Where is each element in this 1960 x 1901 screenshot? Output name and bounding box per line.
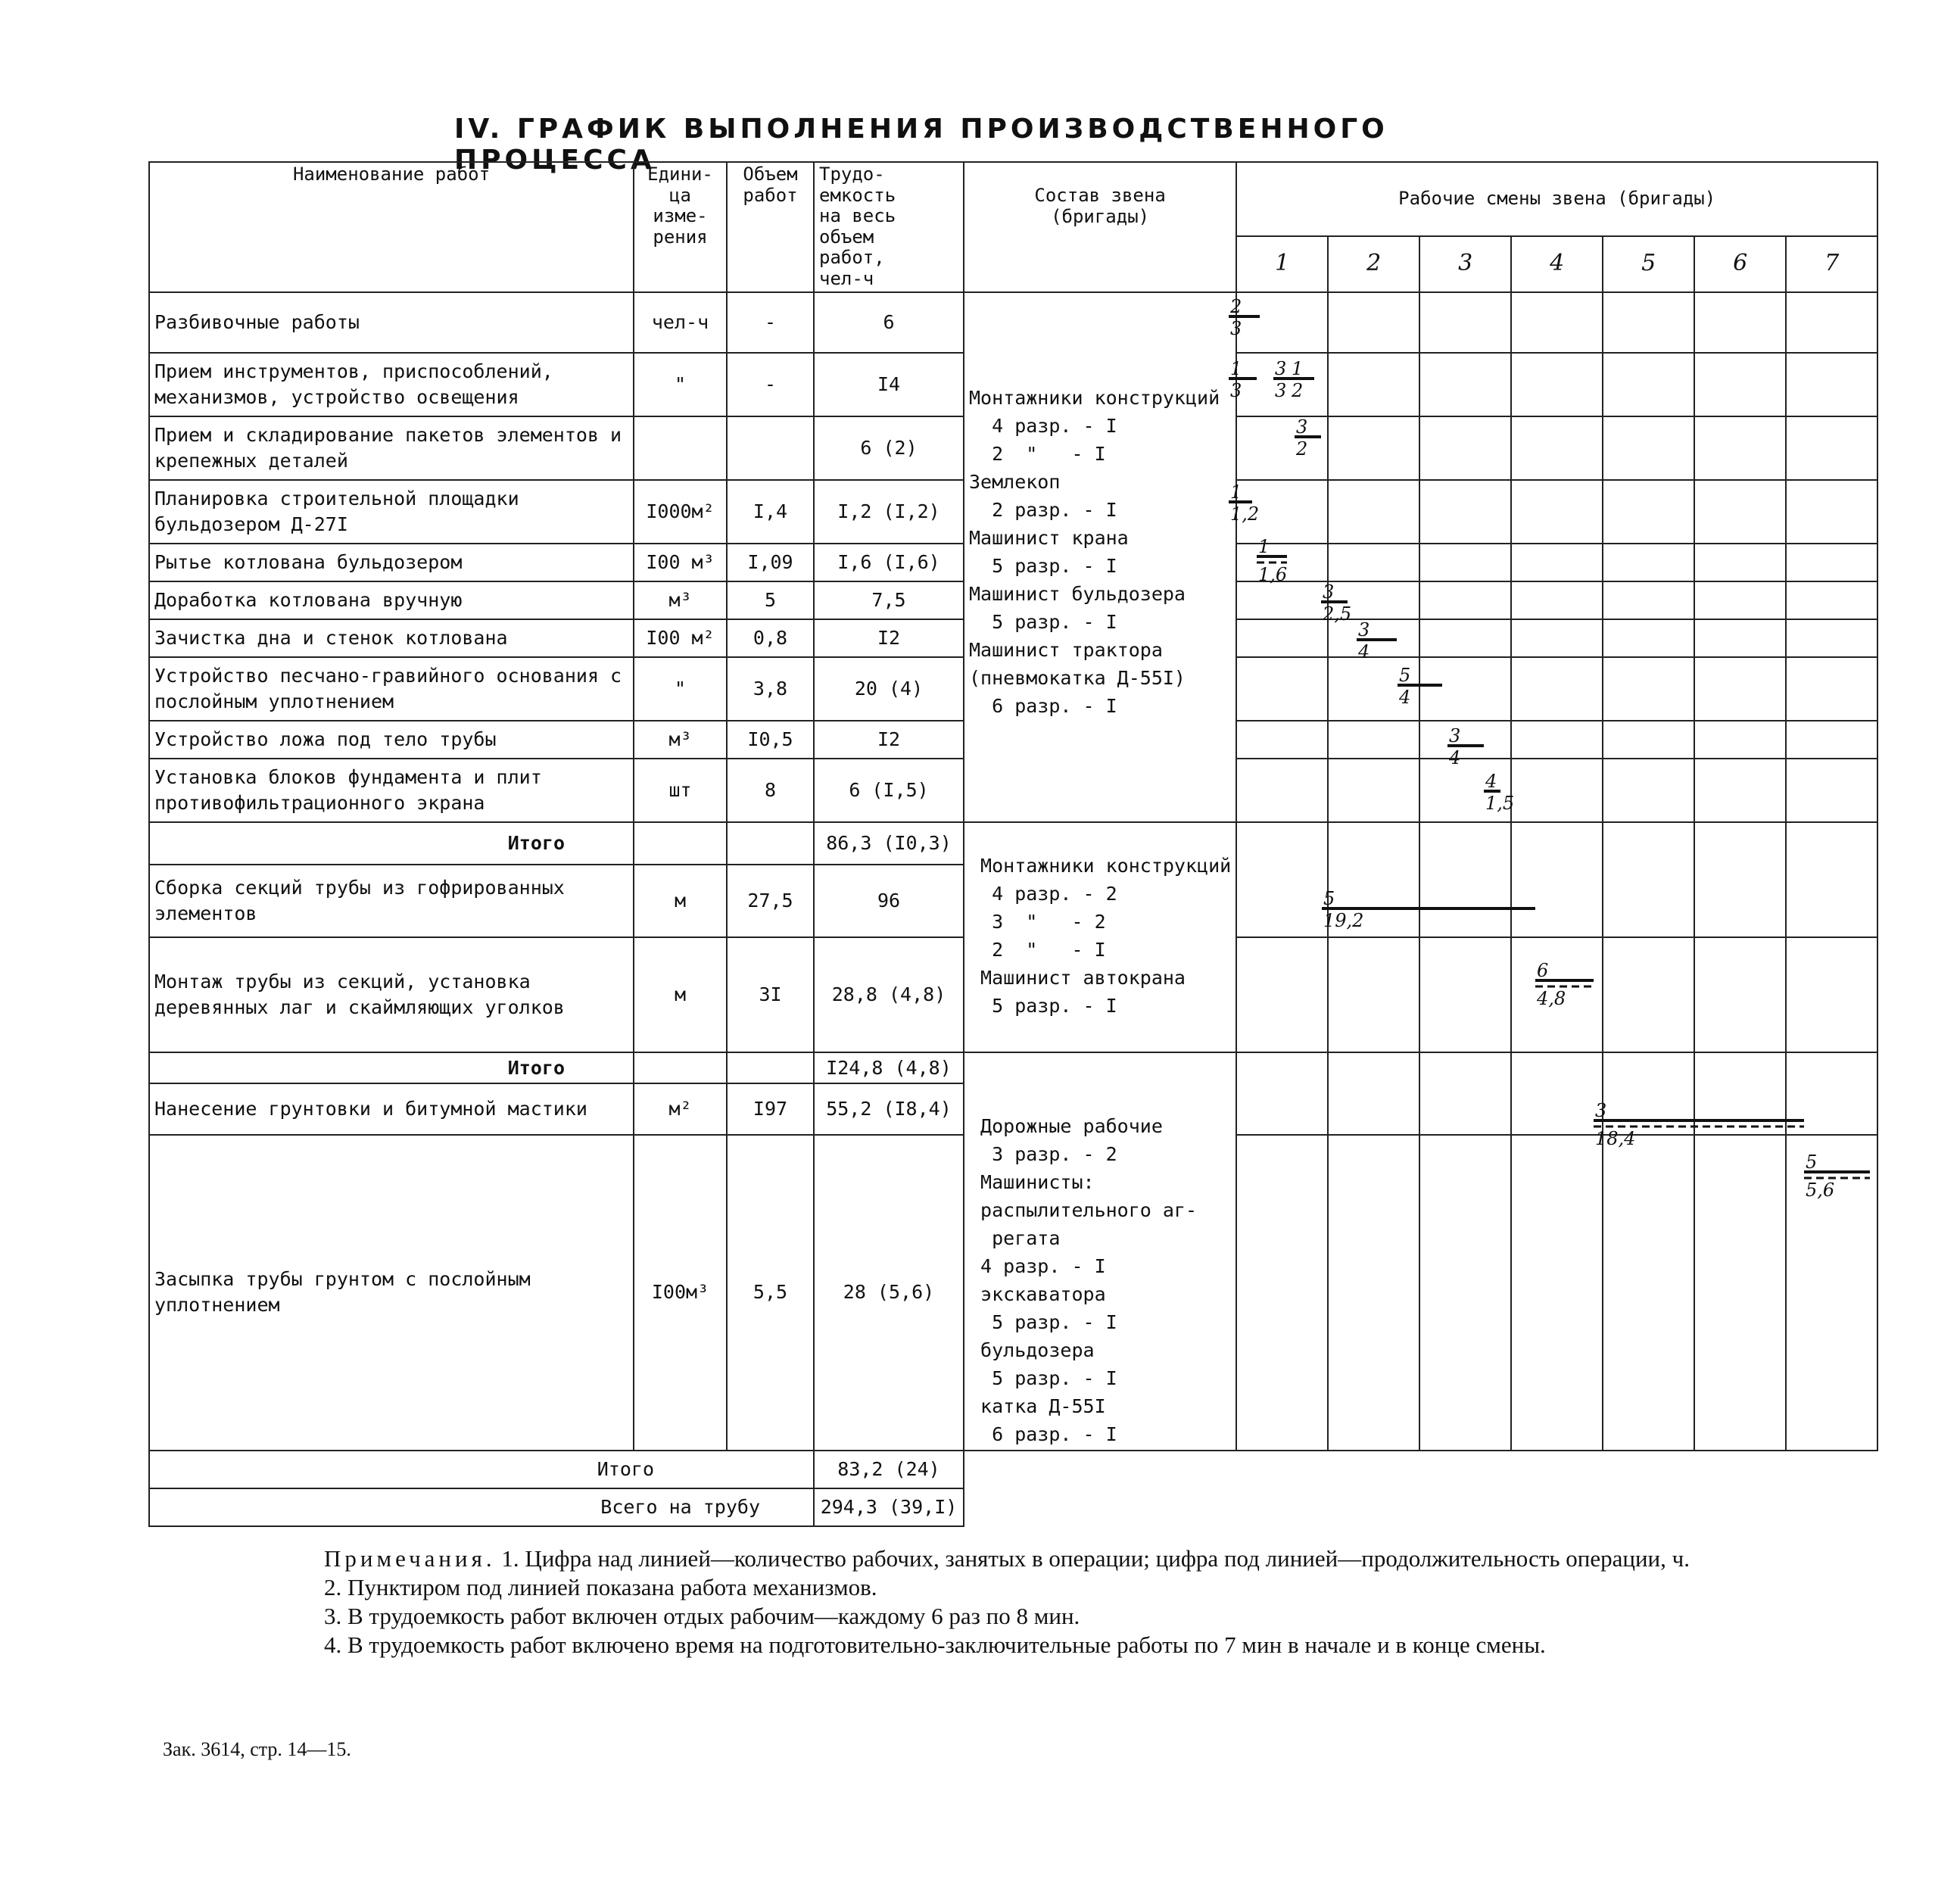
bar-workers: 3 <box>1323 581 1335 603</box>
shift-cell <box>1511 937 1603 1052</box>
work-unit: м² <box>634 1083 727 1134</box>
shift-cell <box>1419 937 1511 1052</box>
shift-cell <box>1419 581 1511 619</box>
shift-cell <box>1694 937 1786 1052</box>
grand-total-label: Всего на трубу <box>149 1488 814 1526</box>
shift-header-6: 6 <box>1694 236 1786 292</box>
bar-hours: 2,5 <box>1323 603 1352 625</box>
shift-cell <box>1511 1135 1603 1451</box>
work-name: Монтаж трубы из секций, установка деревянных лаг и скаймляющих уголков <box>149 937 634 1052</box>
page-title: IV. ГРАФИК ВЫПОЛНЕНИЯ ПРОИЗВОДСТВЕННОГО ПРОЦЕССА <box>454 114 1388 176</box>
work-unit: " <box>634 657 727 721</box>
shift-cell <box>1786 480 1877 544</box>
bar-hours: 5,6 <box>1806 1180 1835 1201</box>
empty-cell <box>727 822 814 865</box>
work-labor: 28,8 (4,8) <box>814 937 964 1052</box>
shift-cell <box>1511 581 1603 619</box>
shift-cell <box>1694 544 1786 581</box>
work-volume: I,09 <box>727 544 814 581</box>
bar-workers: 1 <box>1230 358 1242 379</box>
bar-workers: 1 <box>1230 481 1242 503</box>
work-name: Устройство песчано-гравийного основания с послойным уплотнением <box>149 657 634 721</box>
shift-cell <box>1786 416 1877 480</box>
total-label: Итого <box>149 1052 634 1084</box>
shift-cell <box>1603 721 1694 759</box>
shift-cell <box>1419 1052 1511 1135</box>
shift-cell <box>1236 822 1328 937</box>
shift-cell <box>1236 416 1328 480</box>
shift-cell <box>1236 292 1328 353</box>
work-labor: I2 <box>814 619 964 657</box>
total-row <box>149 1052 1877 1084</box>
work-volume: I97 <box>727 1083 814 1134</box>
empty-cell <box>634 1052 727 1084</box>
notes <box>324 1544 1812 1659</box>
bar-hours: 1,5 <box>1485 793 1515 814</box>
work-name: Разбивочные работы <box>149 292 634 353</box>
grand-total-row <box>149 1488 1877 1526</box>
bar-hours: 4 <box>1358 641 1370 662</box>
header-volume: Объем работ <box>727 162 814 292</box>
shift-cell <box>1511 619 1603 657</box>
work-unit: м <box>634 865 727 937</box>
bar-hours: 2 <box>1296 438 1308 460</box>
shift-cell <box>1328 822 1419 937</box>
shift-cell <box>1328 416 1419 480</box>
shift-cell <box>1694 1052 1786 1135</box>
work-unit: I00 м² <box>634 619 727 657</box>
shift-cell <box>1419 416 1511 480</box>
shift-cell <box>1419 544 1511 581</box>
work-labor: 20 (4) <box>814 657 964 721</box>
bar-workers: 5 <box>1399 665 1411 686</box>
shift-cell <box>1419 822 1511 937</box>
bar-workers: 3 <box>1358 619 1370 640</box>
shift-cell <box>1236 657 1328 721</box>
shift-cell <box>1786 759 1877 822</box>
work-volume: 27,5 <box>727 865 814 937</box>
shift-cell <box>1419 353 1511 416</box>
header-crew: Состав звена (бригады) <box>964 162 1236 292</box>
work-volume: I0,5 <box>727 721 814 759</box>
work-volume: - <box>727 292 814 353</box>
header-shifts-title: Рабочие смены звена (бригады) <box>1236 162 1877 236</box>
work-labor: 28 (5,6) <box>814 1135 964 1451</box>
shift-cell <box>1419 759 1511 822</box>
shift-cell <box>1511 353 1603 416</box>
shift-cell <box>1694 657 1786 721</box>
shift-cell <box>1603 416 1694 480</box>
shift-cell <box>1694 416 1786 480</box>
bar-hours: 18,4 <box>1595 1128 1636 1149</box>
total-label: Итого <box>149 1451 814 1488</box>
shift-cell <box>1786 353 1877 416</box>
total-row <box>149 822 1877 865</box>
shift-cell <box>1511 416 1603 480</box>
shift-cell <box>1603 619 1694 657</box>
shift-cell <box>1236 1052 1328 1135</box>
shift-cell <box>1694 721 1786 759</box>
work-name: Засыпка трубы грунтом с послойным уплотнением <box>149 1135 634 1451</box>
shift-cell <box>1694 480 1786 544</box>
work-volume: 8 <box>727 759 814 822</box>
shift-cell <box>1786 619 1877 657</box>
shift-cell <box>1603 1135 1694 1451</box>
work-labor: 6 <box>814 292 964 353</box>
header-name: Наименование работ <box>149 162 634 292</box>
shift-cell <box>1511 292 1603 353</box>
shift-cell <box>1419 292 1511 353</box>
shift-cell <box>1511 721 1603 759</box>
empty-cell <box>634 822 727 865</box>
bar-workers: 3 <box>1595 1100 1607 1121</box>
shift-cell <box>1603 657 1694 721</box>
shift-cell <box>1328 657 1419 721</box>
crew-composition: Монтажники конструкций 4 разр. - I 2 " - I Землекоп 2 разр. - I Машинист крана 5 разр. - I Машинист бульдозера 5 разр. - I Машинист трактора (пневмокатка Д-55I) 6 разр. - I <box>964 292 1236 822</box>
shift-cell <box>1694 353 1786 416</box>
work-name: Прием инструментов, приспособлений, механизмов, устройство освещения <box>149 353 634 416</box>
bar-hours: 3 <box>1275 380 1287 401</box>
note-3: 3. В трудоемкость работ включен отдых рабочим—каждому 6 раз по 8 мин. <box>324 1603 1080 1629</box>
bar-workers: 3 <box>1296 416 1308 438</box>
shift-cell <box>1694 619 1786 657</box>
notes-head: Примечания. <box>324 1545 496 1572</box>
shift-cell <box>1328 1135 1419 1451</box>
bar-workers: 1 <box>1292 358 1304 379</box>
crew-composition: Дорожные рабочие 3 разр. - 2 Машинисты: распылительного аг- регата 4 разр. - I экскаватора 5 разр. - I бульдозера 5 разр. - I катка Д-55I 6 разр. - I <box>964 1052 1236 1451</box>
shift-cell <box>1786 1135 1877 1451</box>
shift-cell <box>1511 822 1603 937</box>
shift-cell <box>1786 1052 1877 1135</box>
work-volume: - <box>727 353 814 416</box>
bar-hours: 1,6 <box>1258 564 1288 585</box>
shift-cell <box>1236 619 1328 657</box>
shift-cell <box>1328 544 1419 581</box>
work-labor: I,2 (I,2) <box>814 480 964 544</box>
bar-workers: 5 <box>1323 888 1335 909</box>
total-label: Итого <box>149 822 634 865</box>
shift-cell <box>1236 1135 1328 1451</box>
shift-cell <box>1786 721 1877 759</box>
shift-cell <box>1419 721 1511 759</box>
shift-cell <box>1603 544 1694 581</box>
total-labor: 83,2 (24) <box>814 1451 964 1488</box>
work-volume: 5,5 <box>727 1135 814 1451</box>
work-name: Рытье котлована бульдозером <box>149 544 634 581</box>
bar-hours: 2 <box>1292 380 1304 401</box>
schedule-table <box>148 161 1878 1527</box>
shift-cell <box>1419 480 1511 544</box>
bar-hours: 3 <box>1230 380 1242 401</box>
shift-header-2: 2 <box>1328 236 1419 292</box>
shift-cell <box>1328 619 1419 657</box>
bar-hours: 4 <box>1449 747 1461 768</box>
bar-workers: 1 <box>1258 536 1270 557</box>
work-volume: 5 <box>727 581 814 619</box>
work-labor: 6 (2) <box>814 416 964 480</box>
work-labor: I4 <box>814 353 964 416</box>
work-labor: 96 <box>814 865 964 937</box>
work-unit: " <box>634 353 727 416</box>
shift-cell <box>1236 480 1328 544</box>
shift-cell <box>1511 1052 1603 1135</box>
shift-header-5: 5 <box>1603 236 1694 292</box>
bar-hours: 19,2 <box>1323 910 1364 931</box>
note-2: 2. Пунктиром под линией показана работа механизмов. <box>324 1574 877 1600</box>
work-name: Доработка котлована вручную <box>149 581 634 619</box>
work-volume: 0,8 <box>727 619 814 657</box>
bar-workers: 3 <box>1449 725 1461 746</box>
work-unit: I00м³ <box>634 1135 727 1451</box>
total-row <box>149 1451 1877 1488</box>
shift-header-4: 4 <box>1511 236 1603 292</box>
bar-workers: 2 <box>1230 296 1242 317</box>
shift-cell <box>1511 759 1603 822</box>
bar-hours: 1,2 <box>1230 503 1260 525</box>
work-volume <box>727 416 814 480</box>
work-volume: I,4 <box>727 480 814 544</box>
work-labor: 55,2 (I8,4) <box>814 1083 964 1134</box>
work-volume: 3I <box>727 937 814 1052</box>
shift-cell <box>1603 759 1694 822</box>
work-name: Сборка секций трубы из гофрированных элементов <box>149 865 634 937</box>
work-row <box>149 292 1877 353</box>
shift-cell <box>1328 937 1419 1052</box>
shift-cell <box>1786 937 1877 1052</box>
work-labor: I2 <box>814 721 964 759</box>
shift-cell <box>1694 581 1786 619</box>
grand-total-labor: 294,3 (39,I) <box>814 1488 964 1526</box>
work-unit: I00 м³ <box>634 544 727 581</box>
bar-hours: 4 <box>1399 687 1411 708</box>
note-1: 1. Цифра над линией—количество рабочих, занятых в операции; цифра под линией—продолжительность операции, ч. <box>501 1545 1690 1572</box>
work-name: Зачистка дна и стенок котлована <box>149 619 634 657</box>
work-labor: 6 (I,5) <box>814 759 964 822</box>
shift-cell <box>1236 581 1328 619</box>
work-unit <box>634 416 727 480</box>
work-volume: 3,8 <box>727 657 814 721</box>
shift-cell <box>1328 292 1419 353</box>
crew-composition: Монтажники конструкций 4 разр. - 2 3 " - 2 2 " - I Машинист автокрана 5 разр. - I <box>964 822 1236 1052</box>
note-4: 4. В трудоемкость работ включено время на подготовительно-заключительные работы по 7 мин в начале и в конце смены. <box>324 1631 1546 1658</box>
bar-workers: 6 <box>1537 960 1549 981</box>
shift-cell <box>1786 657 1877 721</box>
shift-cell <box>1419 657 1511 721</box>
work-unit: шт <box>634 759 727 822</box>
footer-order-number: Зак. 3614, стр. 14—15. <box>163 1738 351 1760</box>
shift-cell <box>1603 937 1694 1052</box>
shift-cell <box>1328 581 1419 619</box>
shift-cell <box>1603 822 1694 937</box>
shift-cell <box>1236 721 1328 759</box>
shift-cell <box>1694 759 1786 822</box>
shift-cell <box>1603 581 1694 619</box>
shift-header-3: 3 <box>1419 236 1511 292</box>
shift-cell <box>1603 292 1694 353</box>
shift-cell <box>1694 1135 1786 1451</box>
shift-cell <box>1236 544 1328 581</box>
shift-cell <box>1419 619 1511 657</box>
shift-cell <box>1511 544 1603 581</box>
work-name: Планировка строительной площадки бульдозером Д-27I <box>149 480 634 544</box>
work-name: Нанесение грунтовки и битумной мастики <box>149 1083 634 1134</box>
shift-cell <box>1236 759 1328 822</box>
work-labor: I,6 (I,6) <box>814 544 964 581</box>
bar-workers: 3 <box>1275 358 1287 379</box>
work-unit: чел-ч <box>634 292 727 353</box>
shift-cell <box>1511 657 1603 721</box>
shift-cell <box>1328 353 1419 416</box>
bar-workers: 4 <box>1485 771 1497 792</box>
work-name: Прием и складирование пакетов элементов и крепежных деталей <box>149 416 634 480</box>
shift-cell <box>1419 1135 1511 1451</box>
shift-cell <box>1328 1052 1419 1135</box>
shift-cell <box>1603 480 1694 544</box>
shift-cell <box>1603 1052 1694 1135</box>
work-name: Установка блоков фундамента и плит противофильтрационного экрана <box>149 759 634 822</box>
shift-cell <box>1328 759 1419 822</box>
shift-cell <box>1694 822 1786 937</box>
work-unit: I000м² <box>634 480 727 544</box>
work-labor: 7,5 <box>814 581 964 619</box>
shift-header-1: 1 <box>1236 236 1328 292</box>
work-unit: м³ <box>634 721 727 759</box>
shift-cell <box>1694 292 1786 353</box>
total-labor: I24,8 (4,8) <box>814 1052 964 1084</box>
shift-cell <box>1786 822 1877 937</box>
empty-cell <box>727 1052 814 1084</box>
shift-cell <box>1328 480 1419 544</box>
shift-cell <box>1786 581 1877 619</box>
shift-cell <box>1786 292 1877 353</box>
shift-cell <box>1236 937 1328 1052</box>
bar-workers: 5 <box>1806 1152 1818 1173</box>
header-labor: Трудо- емкость на весь объем работ, чел-ч <box>814 162 964 292</box>
bar-hours: 4,8 <box>1537 988 1566 1009</box>
shift-cell <box>1786 544 1877 581</box>
work-unit: м <box>634 937 727 1052</box>
shift-cell <box>1328 721 1419 759</box>
work-name: Устройство ложа под тело трубы <box>149 721 634 759</box>
bar-hours: 3 <box>1230 318 1242 339</box>
work-unit: м³ <box>634 581 727 619</box>
total-labor: 86,3 (I0,3) <box>814 822 964 865</box>
shift-cell <box>1603 353 1694 416</box>
shift-cell <box>1236 353 1328 416</box>
header-unit: Едини- ца изме- рения <box>634 162 727 292</box>
shift-cell <box>1511 480 1603 544</box>
shift-header-7: 7 <box>1786 236 1877 292</box>
